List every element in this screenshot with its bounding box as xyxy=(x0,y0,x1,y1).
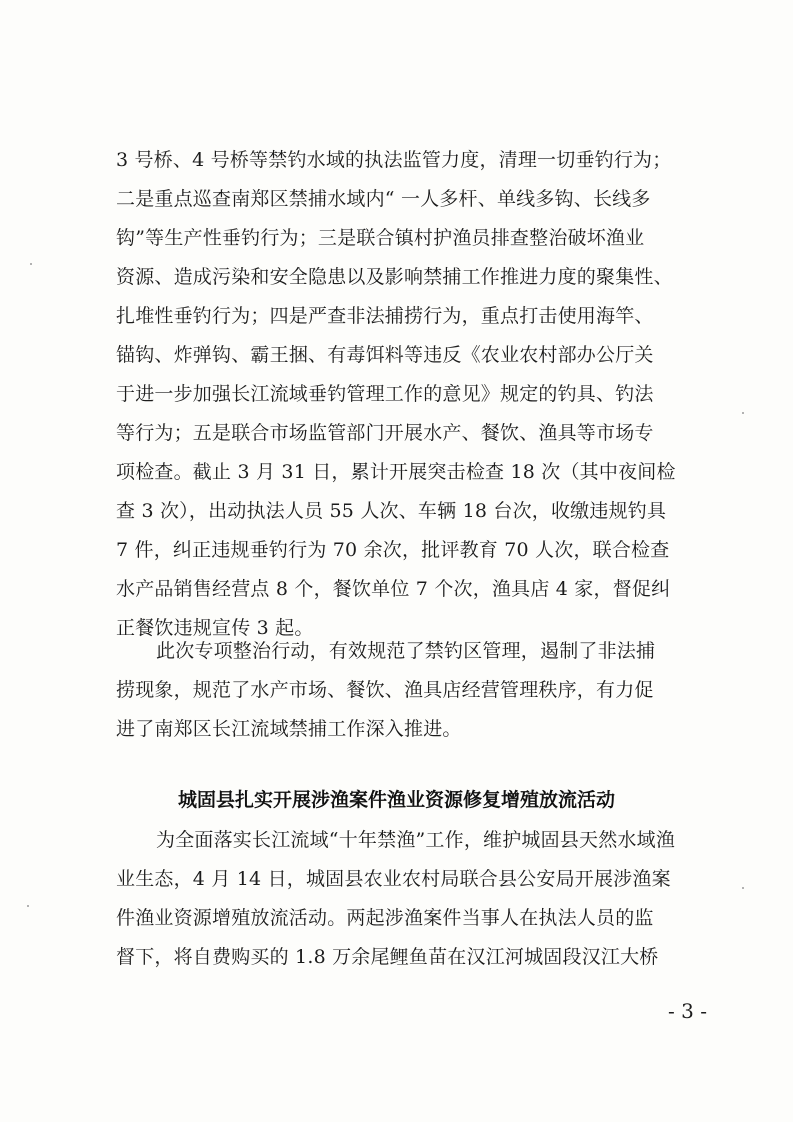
scan-speck xyxy=(742,887,744,889)
text-line: 3 号桥、4 号桥等禁钓水域的执法监管力度，清理一切垂钓行为； xyxy=(116,149,672,171)
text-line: 锚钩、炸弹钩、霸王捆、有毒饵料等违反《农业农村部办公厅关 xyxy=(116,344,654,366)
text-line: 于进一步加强长江流域垂钓管理工作的意见》规定的钓具、钓法 xyxy=(116,383,654,405)
text-line: 水产品销售经营点 8 个，餐饮单位 7 个次，渔具店 4 家，督促纠 xyxy=(116,578,671,600)
text-line: 项检查。截止 3 月 31 日，累计开展突击检查 18 次（其中夜间检 xyxy=(116,461,676,483)
text-line: 件渔业资源增殖放流活动。两起涉渔案件当事人在执法人员的监 xyxy=(116,907,654,929)
paragraph-chenggu xyxy=(116,821,696,977)
page-number: - 3 - xyxy=(668,999,707,1023)
text-line: 进了南郑区长江流域禁捕工作深入推进。 xyxy=(116,718,462,740)
text-line: 捞现象，规范了水产市场、餐饮、渔具店经营管理秩序，有力促 xyxy=(116,679,654,701)
section-title: 城固县扎实开展涉渔案件渔业资源修复增殖放流活动 xyxy=(177,789,615,811)
text-line: 等行为；五是联合市场监管部门开展水产、餐饮、渔具等市场专 xyxy=(116,422,654,444)
scan-speck xyxy=(30,263,32,265)
text-line: 为全面落实长江流域“十年禁渔”工作，维护城固县天然水域渔 xyxy=(156,829,676,851)
paragraph-summary xyxy=(116,632,696,749)
text-line: 督下，将自费购买的 1.8 万余尾鲤鱼苗在汉江河城固段汉江大桥 xyxy=(116,946,659,968)
text-line: 钩”等生产性垂钓行为；三是联合镇村护渔员排查整治破坏渔业 xyxy=(116,227,645,249)
scan-speck xyxy=(27,905,29,907)
paragraph-continued xyxy=(116,141,696,648)
text-line: 业生态，4 月 14 日，城固县农业农村局联合县公安局开展涉渔案 xyxy=(116,868,671,890)
text-line: 二是重点巡查南郑区禁捕水域内“ 一人多杆、单线多钩、长线多 xyxy=(116,188,651,210)
scan-speck xyxy=(742,412,744,414)
text-line: 扎堆性垂钓行为；四是严查非法捕捞行为，重点打击使用海竿、 xyxy=(116,305,654,327)
text-line: 查 3 次），出动执法人员 55 人次、车辆 18 台次，收缴违规钓具 xyxy=(116,500,667,522)
text-line: 资源、造成污染和安全隐患以及影响禁捕工作推进力度的聚集性、 xyxy=(116,266,673,288)
text-line: 7 件，纠正违规垂钓行为 70 余次，批评教育 70 人次，联合检查 xyxy=(116,539,670,561)
text-line: 正餐饮违规宣传 3 起。 xyxy=(116,617,314,639)
text-line: 此次专项整治行动，有效规范了禁钓区管理，遏制了非法捕 xyxy=(156,640,656,662)
